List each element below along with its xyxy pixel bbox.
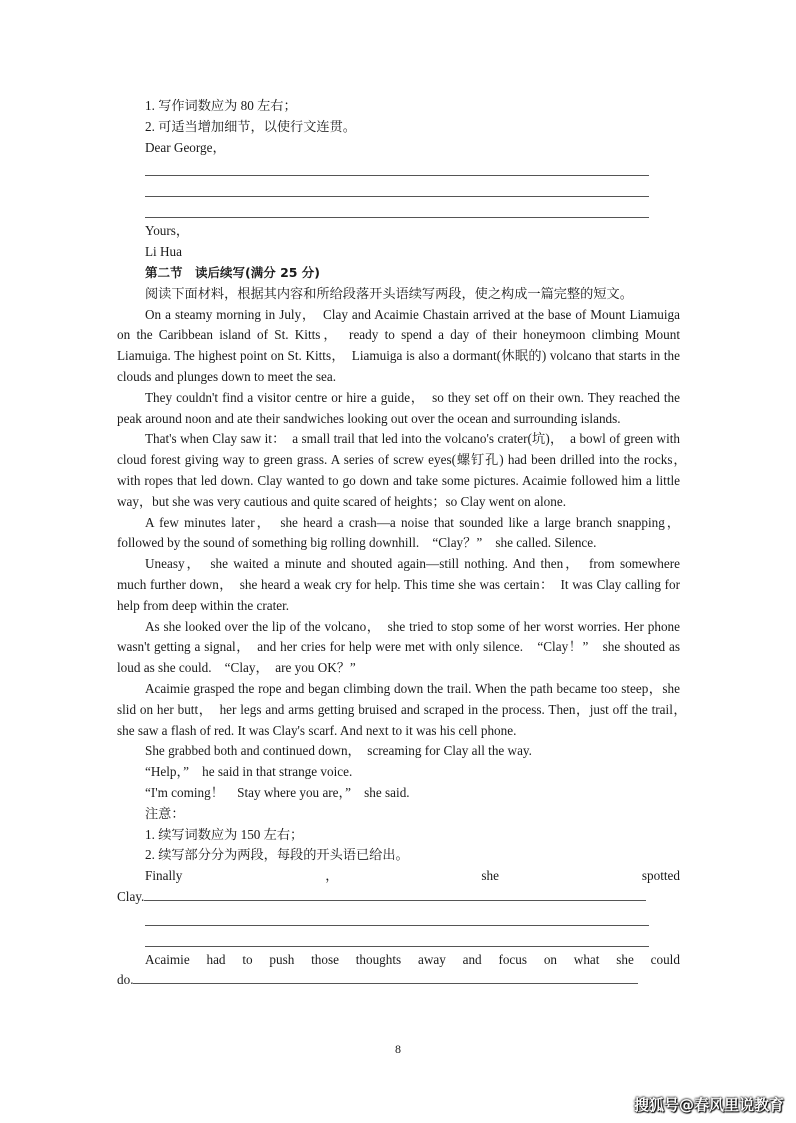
instruction: 阅读下面材料，根据其内容和所给段落开头语续写两段，使之构成一篇完整的短文。 <box>145 285 633 301</box>
answer-line[interactable] <box>117 200 680 221</box>
part2-note-2: 2. 续写部分分为两段，每段的开头语已给出。 <box>145 847 409 863</box>
story-paragraph: They couldn't find a visitor centre or hire a guide， so they set off on their own. They reached the peak around noon and ate their sandwiches looking out over the ocean and surrounding islands. <box>117 389 680 426</box>
page-number: 8 <box>395 1042 401 1056</box>
story-paragraph: She grabbed both and continued down， screaming for Clay all the way. <box>145 743 532 759</box>
prompt-1-end[interactable]: Clay. <box>117 887 680 908</box>
prompt-2-end[interactable]: do. <box>117 970 680 991</box>
answer-line[interactable] <box>144 899 646 901</box>
watermark: 搜狐号@春风里说教育 <box>633 1096 784 1114</box>
story-paragraph: A few minutes later， she heard a crash—a noise that sounded like a large branch snapping，followed by the sound of something big rolling downhill. “Clay？” she called. Silence. <box>117 514 680 551</box>
story-paragraph: “Help，” he said in that strange voice. <box>145 764 353 780</box>
story-paragraph: That's when Clay saw it： a small trail that led into the volcano's crater(坑)， a bowl of green with cloud forest giving way to green grass. A series of screw eyes(螺钉孔) had been drilled into the rocks， with ropes that led down. Clay wanted to go down and take some pictures. Acaimie followed him a little way，but she was very cautious and quite scared of heights；so Clay went on alone. <box>117 431 694 509</box>
closing: Yours， <box>145 223 190 239</box>
story-paragraph: Uneasy， she waited a minute and shouted again—still nothing. And then， from somewhere much further down， she heard a weak cry for help. This time she was certain： It was Clay calling for help from deep within the crater. <box>117 556 680 613</box>
exam-page <box>117 96 694 991</box>
salutation: Dear George， <box>145 139 226 155</box>
story-paragraph: As she looked over the lip of the volcano， she tried to stop some of her worst worries. Her phone wasn't getting a signal， and her cries for help were met with only silence. “Clay！” she shouted as loud as she could. “Clay， are you OK？” <box>117 618 680 676</box>
part1-note-1: 1. 写作词数应为 80 左右； <box>145 98 297 113</box>
story-paragraph: “I'm coming！ Stay where you are，” she said. <box>145 784 410 800</box>
story-paragraph: Acaimie grasped the rope and began climbing down the trail. When the path became too steep，she slid on her butt， her legs and arms getting bruised and scraped in the process. Then，just off the trail， she saw a flash of red. It was Clay's scarf. And next to it was his cell phone. <box>117 680 694 738</box>
section-heading: 第二节 读后续写(满分 25 分) <box>145 264 321 280</box>
answer-line[interactable] <box>117 908 680 929</box>
prompt-2-opening: Acaimie had to push those thoughts away and focus on what she could <box>145 951 680 967</box>
answer-line[interactable] <box>117 158 680 179</box>
part2-note-1: 1. 续写词数应为 150 左右； <box>145 826 304 842</box>
part1-note-2: 2. 可适当增加细节，以使行文连贯。 <box>145 118 356 134</box>
answer-line[interactable] <box>117 179 680 200</box>
signature: Li Hua <box>145 244 182 260</box>
story-paragraph: On a steamy morning in July， Clay and Acaimie Chastain arrived at the base of Mount Liamuiga on the Caribbean island of St. Kitts， ready to spend a day of their honeymoon climbing Mount Liamuiga. The highest point on St. Kitts， Liamuiga is also a dormant(休眠的) volcano that starts in the clouds and plunges down to meet the sea. <box>117 306 680 384</box>
prompt-1-opening: Finally ， she spotted <box>145 868 680 884</box>
notice-label: 注意： <box>145 805 185 821</box>
answer-line[interactable] <box>133 982 638 984</box>
answer-line[interactable] <box>117 929 680 950</box>
